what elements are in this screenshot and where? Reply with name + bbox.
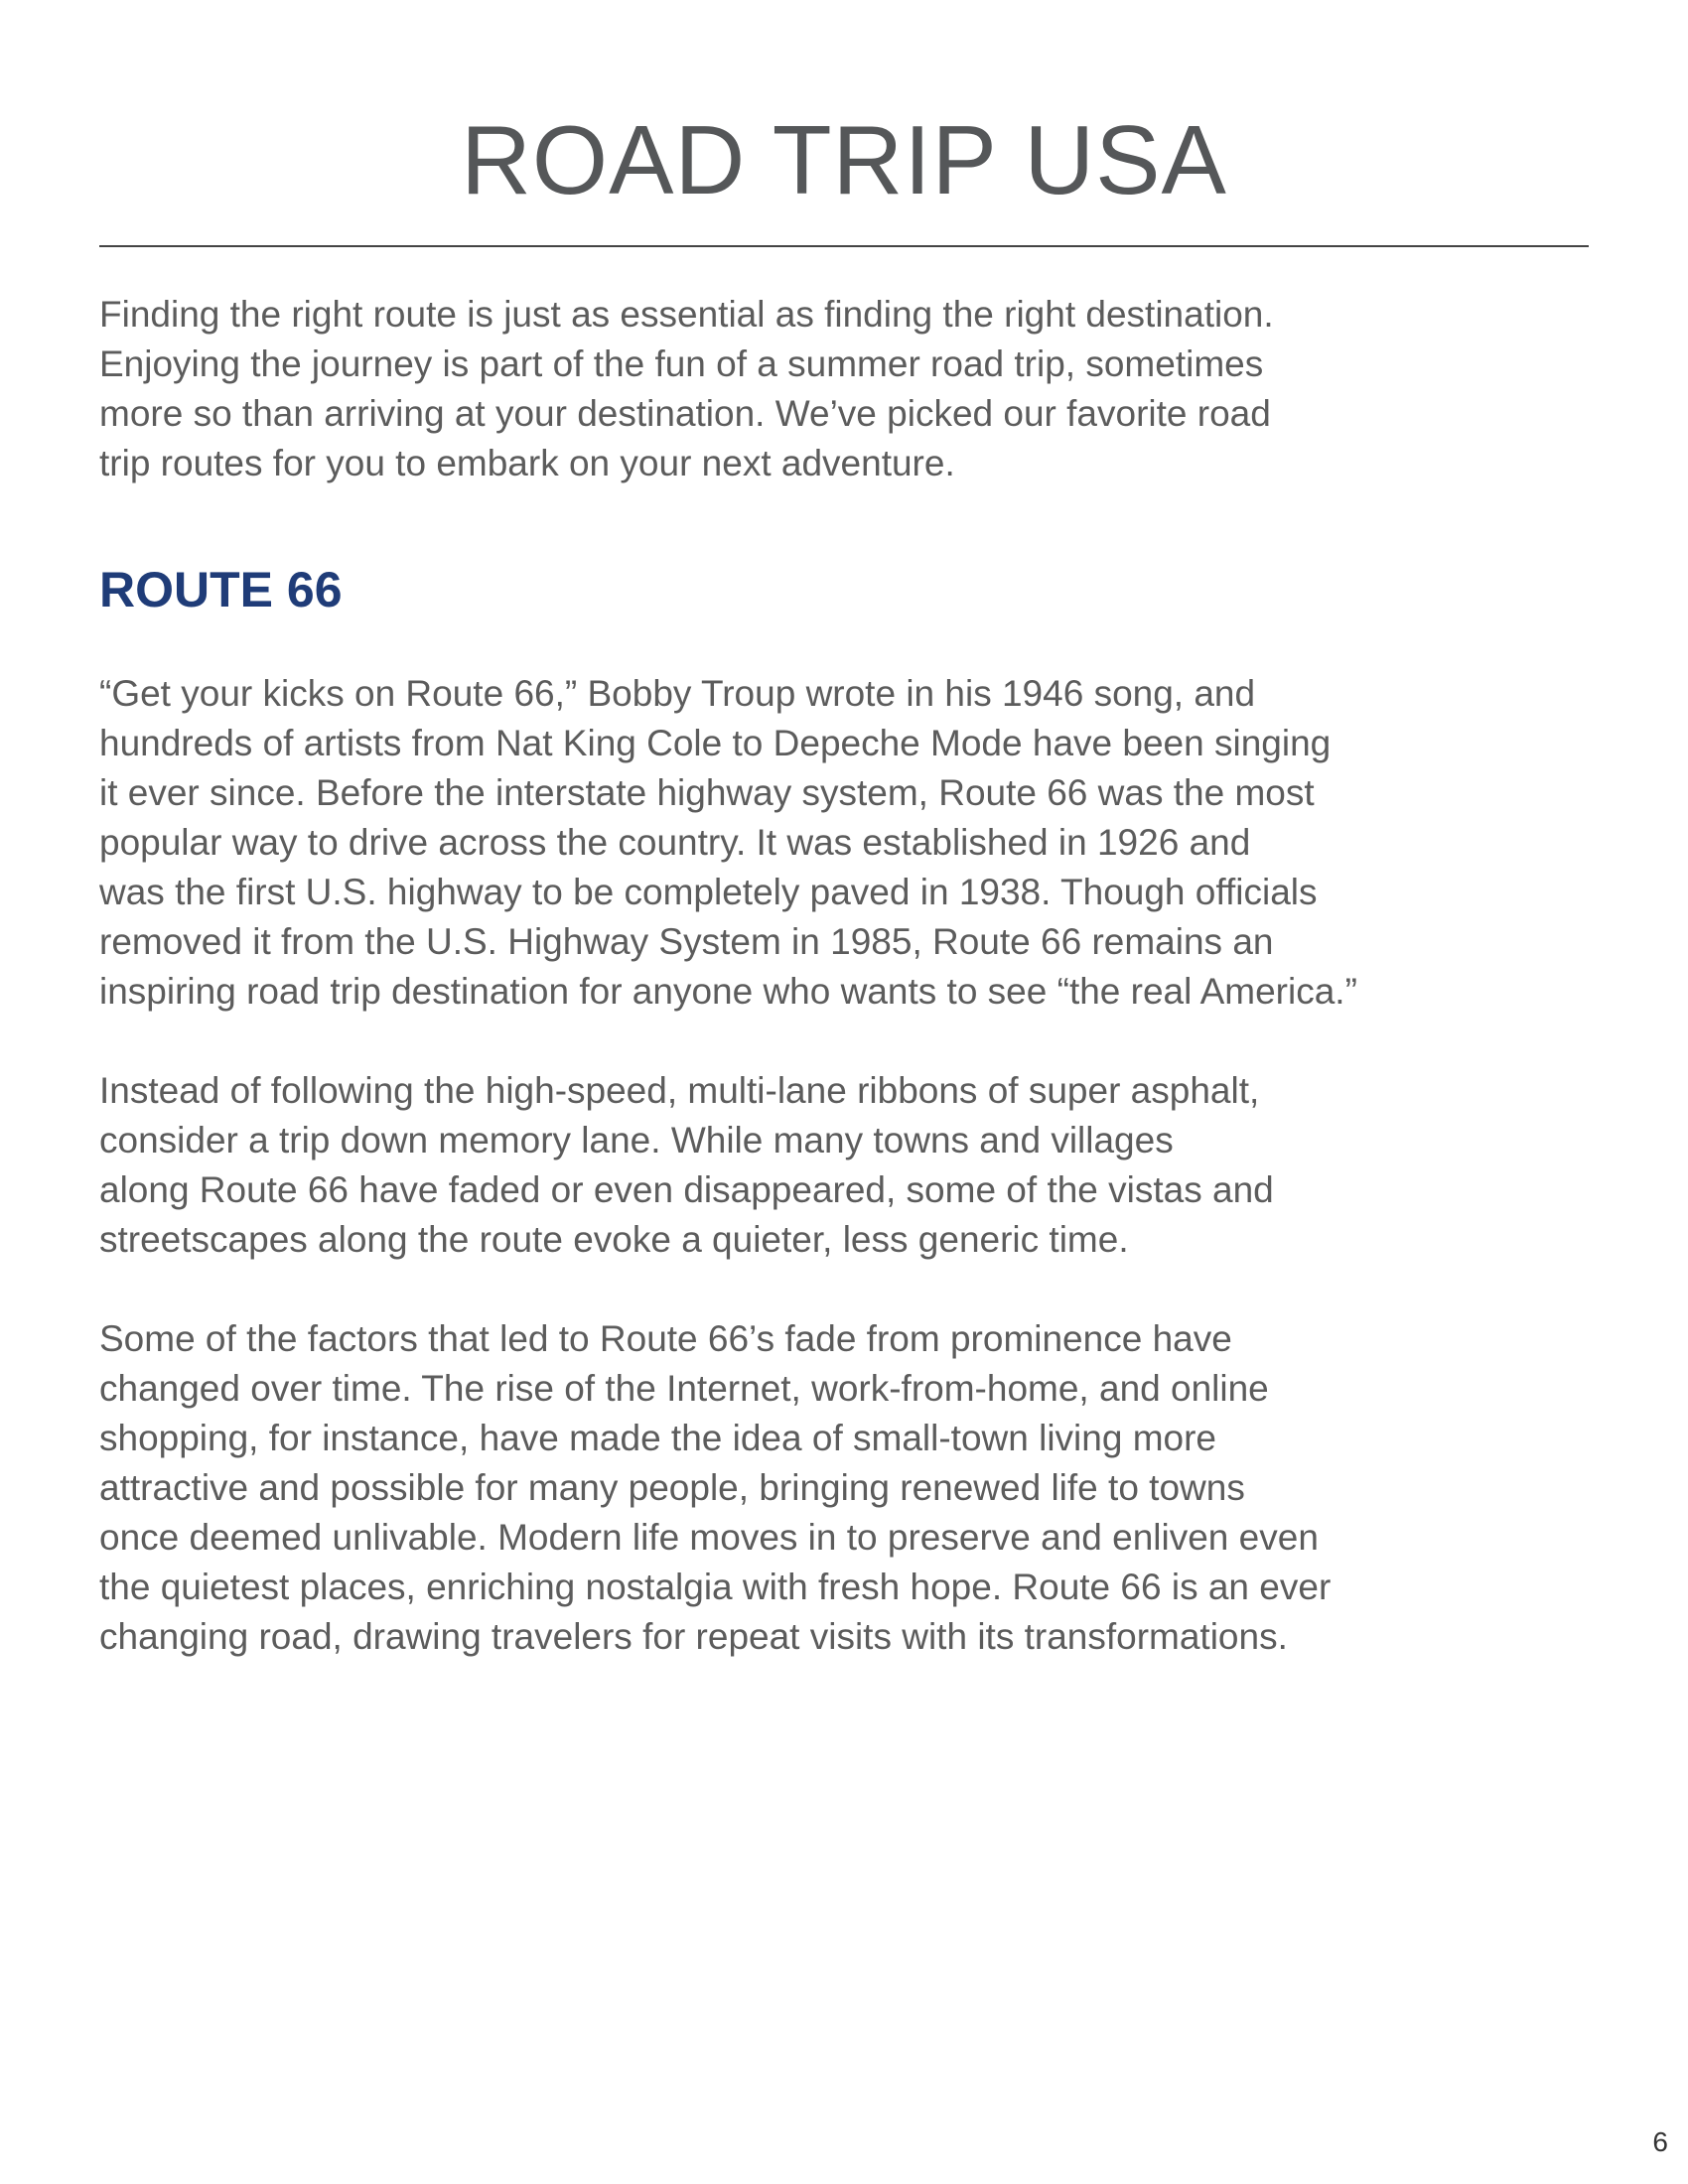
paragraph-line: it ever since. Before the interstate highway system, Route 66 was the most bbox=[99, 772, 1315, 813]
paragraph-line: “Get your kicks on Route 66,” Bobby Troup wrote in his 1946 song, and bbox=[99, 673, 1256, 714]
paragraph-line: the quietest places, enriching nostalgia with fresh hope. Route 66 is an ever bbox=[99, 1567, 1332, 1607]
intro-line: Enjoying the journey is part of the fun of a summer road trip, sometimes bbox=[99, 343, 1264, 384]
paragraph-line: removed it from the U.S. Highway System in 1985, Route 66 remains an bbox=[99, 921, 1274, 962]
paragraph-line: changed over time. The rise of the Internet, work-from-home, and online bbox=[99, 1368, 1269, 1409]
intro-line: Finding the right route is just as essential as finding the right destination. bbox=[99, 294, 1274, 335]
title-divider bbox=[99, 245, 1589, 247]
page-content bbox=[99, 290, 1589, 1662]
paragraph-line: along Route 66 have faded or even disappeared, some of the vistas and bbox=[99, 1169, 1274, 1210]
paragraph-line: shopping, for instance, have made the idea of small-town living more bbox=[99, 1418, 1216, 1458]
intro-paragraph bbox=[99, 290, 1589, 488]
paragraph-line: attractive and possible for many people, bringing renewed life to towns bbox=[99, 1467, 1245, 1508]
paragraph-line: Some of the factors that led to Route 66’s fade from prominence have bbox=[99, 1318, 1232, 1359]
section-heading: ROUTE 66 bbox=[99, 562, 343, 617]
paragraph-line: was the first U.S. highway to be completely paved in 1938. Though officials bbox=[99, 872, 1318, 912]
paragraph-line: inspiring road trip destination for anyone who wants to see “the real America.” bbox=[99, 971, 1357, 1012]
body-paragraph-3 bbox=[99, 1314, 1589, 1662]
paragraph-line: popular way to drive across the country. It was established in 1926 and bbox=[99, 822, 1251, 863]
page-number: 6 bbox=[1652, 2126, 1668, 2157]
paragraph-line: consider a trip down memory lane. While many towns and villages bbox=[99, 1120, 1174, 1160]
paragraph-line: changing road, drawing travelers for repeat visits with its transformations. bbox=[99, 1616, 1288, 1657]
paragraph-line: streetscapes along the route evoke a quieter, less generic time. bbox=[99, 1219, 1129, 1260]
page-title: ROAD TRIP USA bbox=[461, 105, 1227, 214]
body-paragraph-2 bbox=[99, 1066, 1589, 1265]
paragraph-line: Instead of following the high-speed, multi-lane ribbons of super asphalt, bbox=[99, 1070, 1260, 1111]
paragraph-line: once deemed unlivable. Modern life moves in to preserve and enliven even bbox=[99, 1517, 1319, 1558]
intro-line: more so than arriving at your destination. We’ve picked our favorite road bbox=[99, 393, 1271, 434]
paragraph-line: hundreds of artists from Nat King Cole to Depeche Mode have been singing bbox=[99, 723, 1332, 763]
intro-line: trip routes for you to embark on your next adventure. bbox=[99, 443, 955, 483]
body-paragraph-1 bbox=[99, 669, 1589, 1017]
